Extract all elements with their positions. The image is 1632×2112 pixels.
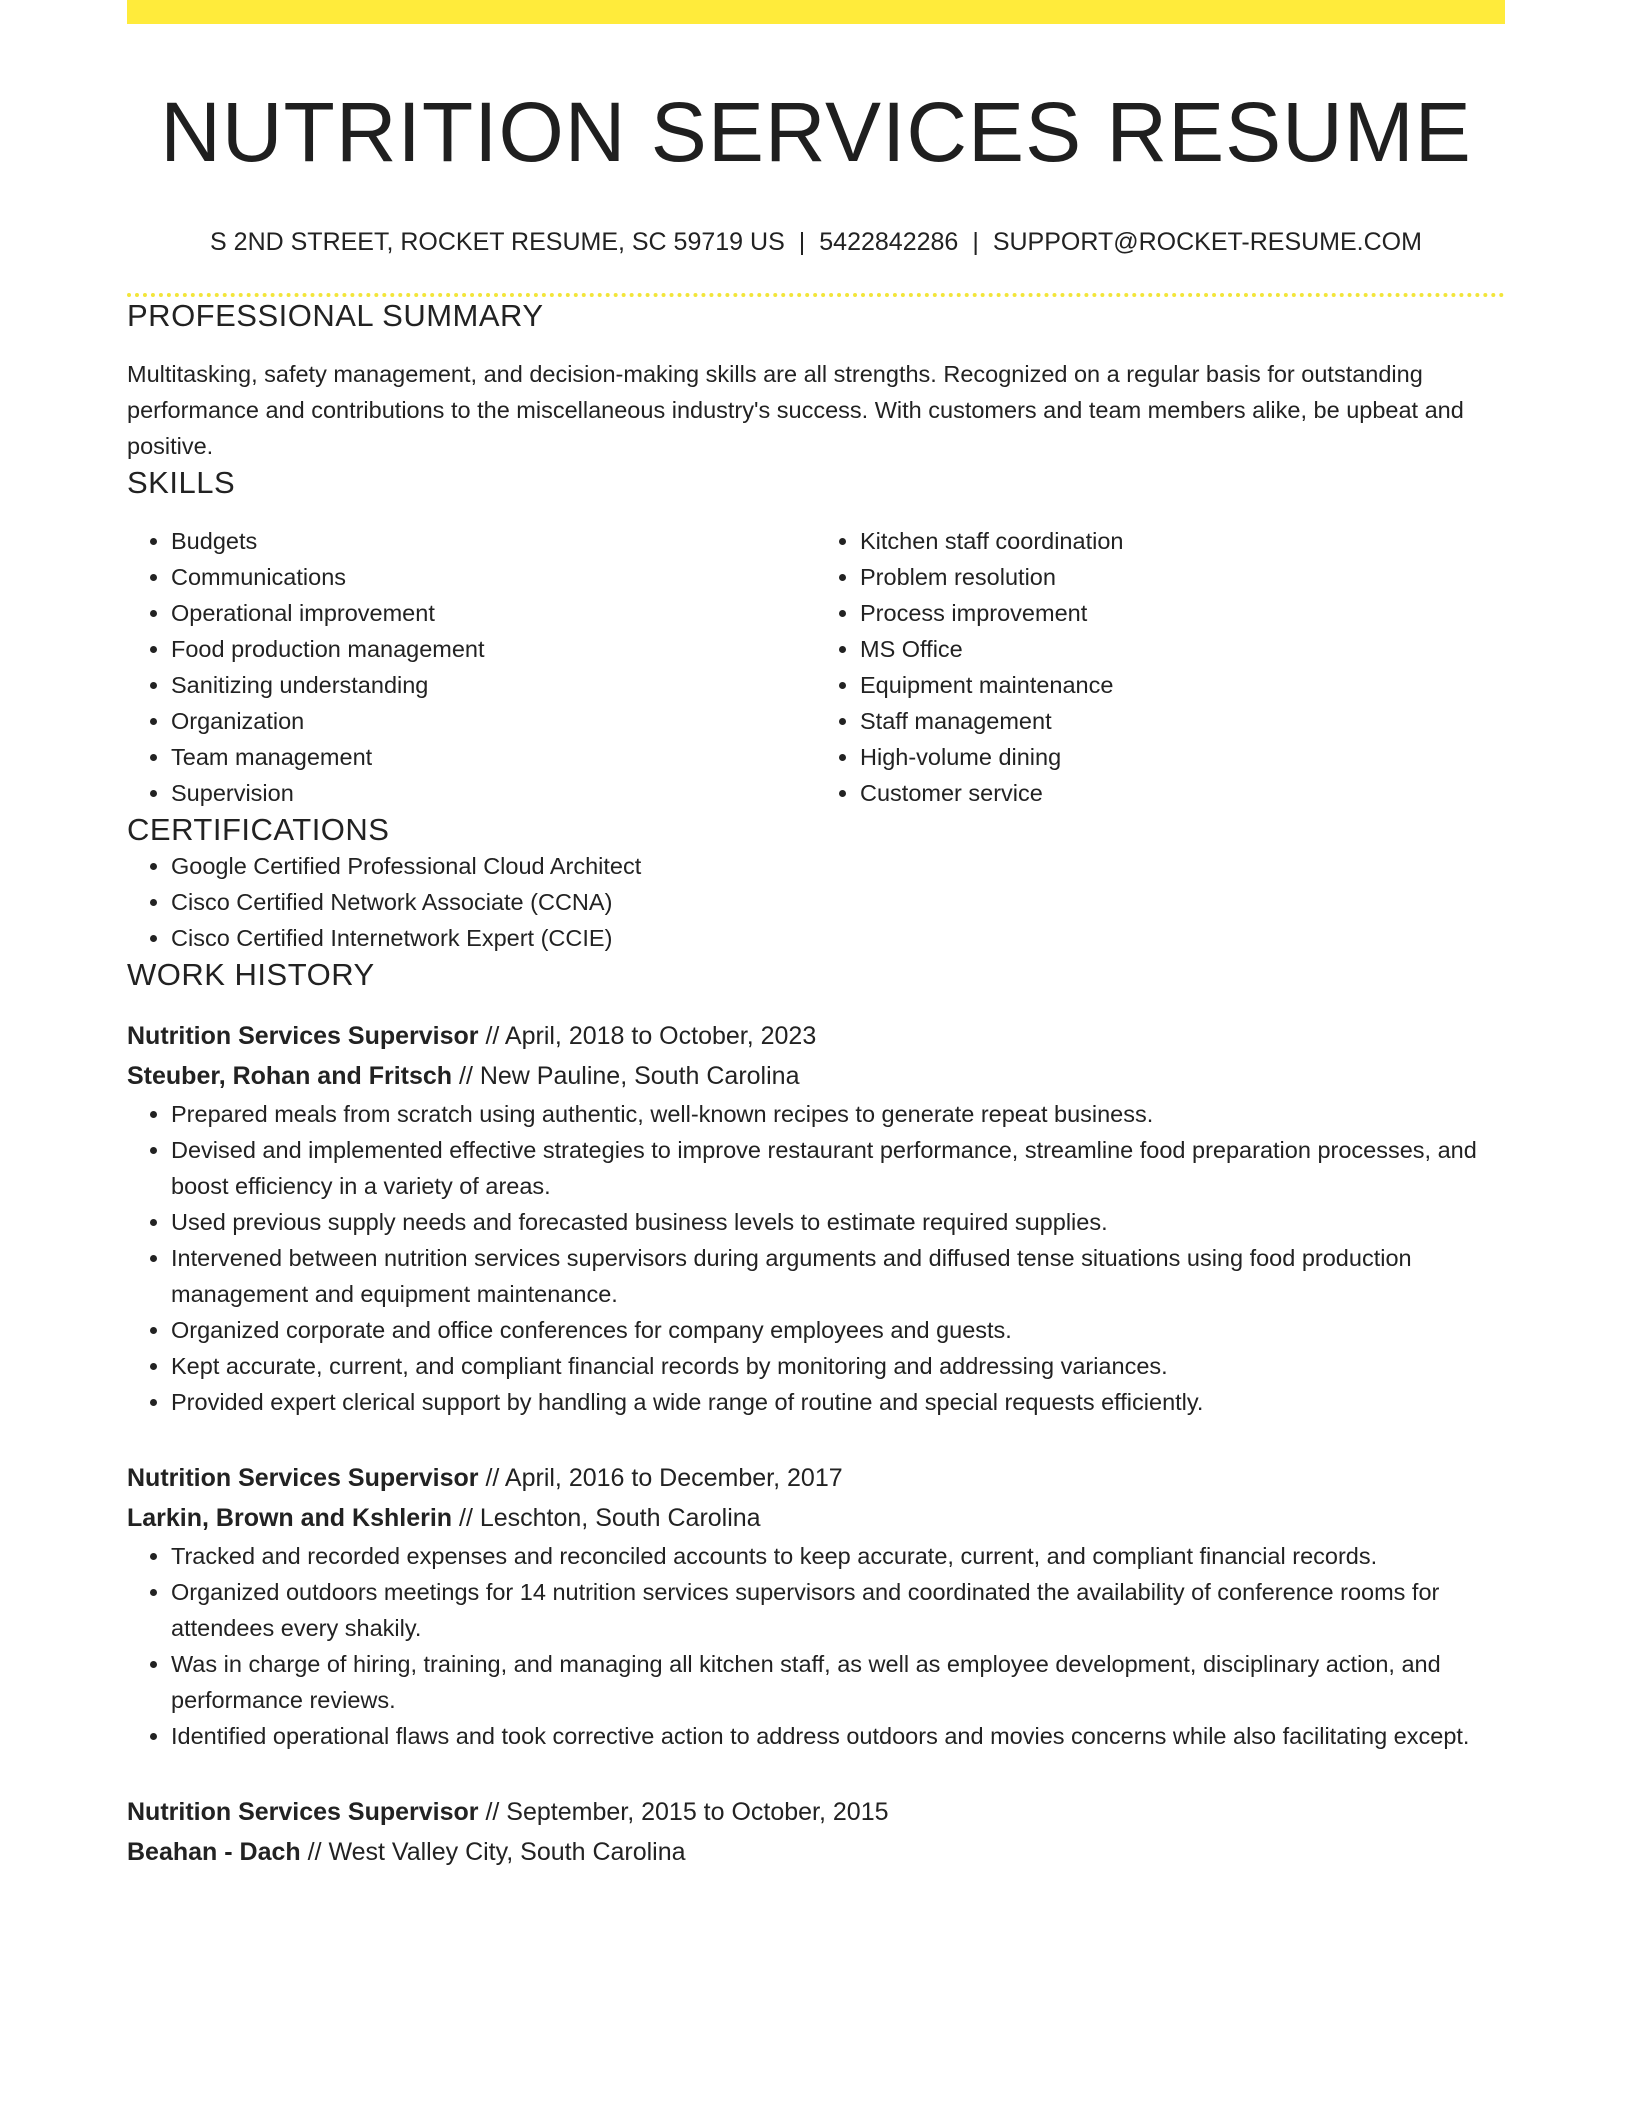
skill-item: • Process improvement bbox=[860, 595, 1505, 631]
skill-item: • Operational improvement bbox=[171, 595, 816, 631]
skill-item: • Team management bbox=[171, 739, 816, 775]
job-duty: • Kept accurate, current, and compliant financial records by monitoring and addressing variances. bbox=[171, 1348, 1505, 1384]
job-duty: • Was in charge of hiring, training, and managing all kitchen staff, as well as employee development, disciplinary action, and performance reviews. bbox=[171, 1646, 1505, 1718]
job-duties-list bbox=[127, 1538, 1505, 1754]
skill-item: • Problem resolution bbox=[860, 559, 1505, 595]
contact-separator: | bbox=[798, 227, 806, 256]
job-title-line bbox=[127, 1792, 1505, 1832]
job-company: Larkin, Brown and Kshlerin bbox=[127, 1503, 453, 1532]
job-title-line bbox=[127, 1458, 1505, 1498]
skill-item: • Supervision bbox=[171, 775, 816, 811]
skills-list-right bbox=[816, 523, 1505, 811]
skill-item: • Equipment maintenance bbox=[860, 667, 1505, 703]
certification-item: • Cisco Certified Internetwork Expert (CCIE) bbox=[171, 920, 1505, 956]
job-company-line bbox=[127, 1056, 1505, 1096]
job-duty: • Used previous supply needs and forecasted business levels to estimate required supplies. bbox=[171, 1204, 1505, 1240]
contact-phone: 5422842286 bbox=[819, 227, 959, 256]
job-dates: // September, 2015 to October, 2015 bbox=[478, 1797, 889, 1826]
skill-item: • Food production management bbox=[171, 631, 816, 667]
skill-item: • Staff management bbox=[860, 703, 1505, 739]
certifications-list bbox=[127, 848, 1505, 956]
job-duty: • Intervened between nutrition services supervisors during arguments and diffused tense situations using food production management and equipment maintenance. bbox=[171, 1240, 1505, 1312]
summary-text: Multitasking, safety management, and decision-making skills are all strengths. Recognized on a regular basis for outstanding performance and contributions to the miscellaneous industry's success. With customers and team members alike, be upbeat and positive. bbox=[127, 360, 1464, 459]
resume-page bbox=[127, 0, 1505, 1872]
job-dates: // April, 2016 to December, 2017 bbox=[478, 1463, 843, 1492]
job-duty: • Identified operational flaws and took corrective action to address outdoors and movies concerns while also facilitating except. bbox=[171, 1718, 1505, 1754]
certification-item: • Google Certified Professional Cloud Architect bbox=[171, 848, 1505, 884]
job-duty: • Devised and implemented effective strategies to improve restaurant performance, streamline food preparation processes, and boost efficiency in a variety of areas. bbox=[171, 1132, 1505, 1204]
job-company-line bbox=[127, 1832, 1505, 1872]
job-entry bbox=[127, 1016, 1505, 1420]
job-dates: // April, 2018 to October, 2023 bbox=[478, 1021, 817, 1050]
certifications-heading: CERTIFICATIONS bbox=[127, 812, 390, 848]
job-location: // Leschton, South Carolina bbox=[452, 1503, 761, 1532]
skill-item: • MS Office bbox=[860, 631, 1505, 667]
skill-item: • Customer service bbox=[860, 775, 1505, 811]
work-history-heading: WORK HISTORY bbox=[127, 957, 375, 993]
job-company-line bbox=[127, 1498, 1505, 1538]
job-duty: • Organized corporate and office conferences for company employees and guests. bbox=[171, 1312, 1505, 1348]
job-duty: • Provided expert clerical support by handling a wide range of routine and special requests efficiently. bbox=[171, 1384, 1505, 1420]
resume-title: NUTRITION SERVICES RESUME bbox=[160, 85, 1472, 179]
job-location: // West Valley City, South Carolina bbox=[300, 1837, 686, 1866]
job-title: Nutrition Services Supervisor bbox=[127, 1797, 479, 1826]
skill-item: • High-volume dining bbox=[860, 739, 1505, 775]
skills-heading: SKILLS bbox=[127, 464, 236, 500]
contact-email: SUPPORT@ROCKET-RESUME.COM bbox=[992, 227, 1422, 256]
skill-item: • Kitchen staff coordination bbox=[860, 523, 1505, 559]
skills-list-left bbox=[127, 523, 816, 811]
certification-item: • Cisco Certified Network Associate (CCNA) bbox=[171, 884, 1505, 920]
job-title: Nutrition Services Supervisor bbox=[127, 1463, 479, 1492]
job-location: // New Pauline, South Carolina bbox=[452, 1061, 800, 1090]
summary-heading: PROFESSIONAL SUMMARY bbox=[127, 297, 544, 333]
skill-item: • Sanitizing understanding bbox=[171, 667, 816, 703]
job-duties-list bbox=[127, 1096, 1505, 1420]
skills-columns bbox=[127, 523, 1505, 811]
contact-line bbox=[127, 227, 1505, 257]
job-duty: • Prepared meals from scratch using authentic, well-known recipes to generate repeat business. bbox=[171, 1096, 1505, 1132]
accent-top-bar bbox=[127, 0, 1505, 24]
job-duty: • Organized outdoors meetings for 14 nutrition services supervisors and coordinated the availability of conference rooms for attendees every shakily. bbox=[171, 1574, 1505, 1646]
job-entry bbox=[127, 1792, 1505, 1872]
job-company: Steuber, Rohan and Fritsch bbox=[127, 1061, 453, 1090]
job-title: Nutrition Services Supervisor bbox=[127, 1021, 479, 1050]
job-title-line bbox=[127, 1016, 1505, 1056]
contact-separator: | bbox=[972, 227, 979, 256]
skill-item: • Organization bbox=[171, 703, 816, 739]
skill-item: • Budgets bbox=[171, 523, 816, 559]
contact-address: S 2ND STREET, ROCKET RESUME, SC 59719 US bbox=[210, 227, 785, 256]
job-entry bbox=[127, 1458, 1505, 1754]
job-duty: • Tracked and recorded expenses and reconciled accounts to keep accurate, current, and compliant financial records. bbox=[171, 1538, 1505, 1574]
job-company: Beahan - Dach bbox=[127, 1837, 301, 1866]
skill-item: • Communications bbox=[171, 559, 816, 595]
